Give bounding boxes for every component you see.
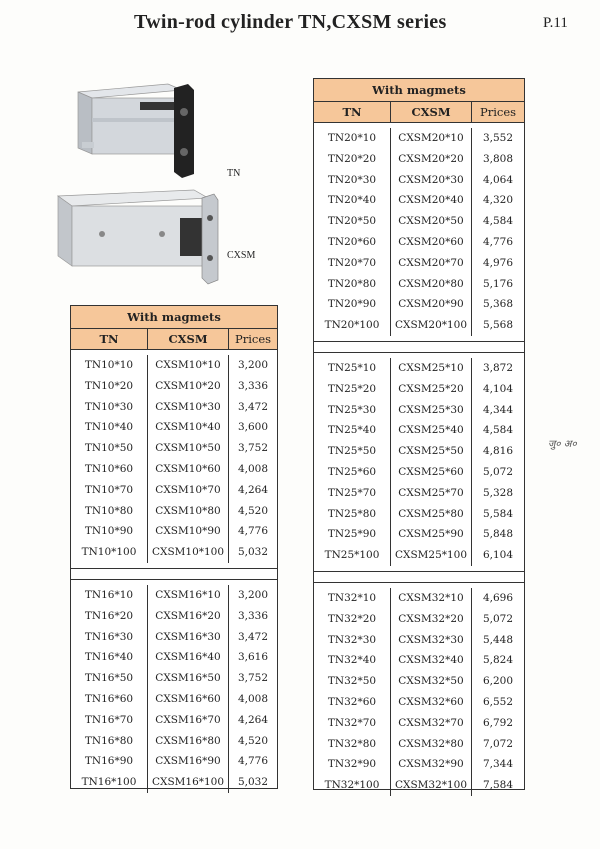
price-cell: 3,200 <box>237 588 269 601</box>
table-row <box>314 232 524 253</box>
cxsm-model-cell: CXSM25*100 <box>391 545 472 566</box>
bore-size-block <box>314 123 524 341</box>
table-row <box>71 459 277 480</box>
cxsm-model-cell: CXSM20*60 <box>391 232 472 253</box>
price-cell: 3,752 <box>237 442 269 455</box>
price-cell: 7,072 <box>482 737 514 750</box>
tn-model-cell: TN20*50 <box>314 211 391 232</box>
price-cell: 5,328 <box>482 486 514 499</box>
tn-model-cell: TN16*90 <box>71 751 148 772</box>
cxsm-model-cell: CXSM16*30 <box>148 627 229 648</box>
tn-model-cell: TN25*90 <box>314 524 391 545</box>
cxsm-model-cell: CXSM25*10 <box>391 358 472 379</box>
tn-model-cell: TN32*90 <box>314 754 391 775</box>
tn-model-cell: TN32*100 <box>314 775 391 796</box>
table-row <box>71 397 277 418</box>
cxsm-model-cell: CXSM16*20 <box>148 606 229 627</box>
table-row <box>314 713 524 734</box>
tn-model-cell: TN25*70 <box>314 483 391 504</box>
cxsm-model-cell: CXSM20*20 <box>391 149 472 170</box>
price-cell: 4,344 <box>482 403 514 416</box>
tn-model-cell: TN10*10 <box>71 355 148 376</box>
tn-model-cell: TN10*100 <box>71 542 148 563</box>
tn-model-cell: TN10*60 <box>71 459 148 480</box>
tn-model-cell: TN25*40 <box>314 420 391 441</box>
block-separator <box>314 571 524 583</box>
table-row <box>71 376 277 397</box>
cxsm-model-cell: CXSM16*50 <box>148 668 229 689</box>
tn-model-cell: TN20*10 <box>314 128 391 149</box>
tn-model-cell: TN25*10 <box>314 358 391 379</box>
table-row <box>71 710 277 731</box>
price-cell: 3,872 <box>482 361 514 374</box>
price-cell: 6,552 <box>482 695 514 708</box>
table-row <box>71 689 277 710</box>
table-group-title: With magmets <box>71 306 277 329</box>
table-row <box>314 483 524 504</box>
price-cell: 3,752 <box>237 672 269 685</box>
tn-model-cell: TN32*60 <box>314 692 391 713</box>
table-row <box>314 671 524 692</box>
tn-model-cell: TN16*50 <box>71 668 148 689</box>
cxsm-model-cell: CXSM20*100 <box>391 315 472 336</box>
cxsm-model-cell: CXSM32*60 <box>391 692 472 713</box>
cxsm-model-cell: CXSM32*80 <box>391 734 472 755</box>
column-header-cxsm: CXSM <box>148 329 229 349</box>
cxsm-model-cell: CXSM32*70 <box>391 713 472 734</box>
price-cell: 4,976 <box>482 256 514 269</box>
table-row <box>71 772 277 793</box>
table-row <box>314 692 524 713</box>
table-row <box>314 734 524 755</box>
cxsm-model-cell: CXSM32*30 <box>391 630 472 651</box>
cxsm-model-cell: CXSM20*40 <box>391 190 472 211</box>
tn-model-cell: TN10*20 <box>71 376 148 397</box>
tn-model-cell: TN16*100 <box>71 772 148 793</box>
price-cell: 3,336 <box>237 379 269 392</box>
tn-model-cell: TN20*90 <box>314 294 391 315</box>
tn-model-cell: TN20*30 <box>314 170 391 191</box>
tn-model-cell: TN25*50 <box>314 441 391 462</box>
cxsm-model-cell: CXSM25*60 <box>391 462 472 483</box>
tn-model-cell: TN25*30 <box>314 400 391 421</box>
table-row <box>71 585 277 606</box>
bore-size-block <box>71 350 277 568</box>
cxsm-model-cell: CXSM32*20 <box>391 609 472 630</box>
cxsm-model-cell: CXSM20*70 <box>391 253 472 274</box>
cxsm-model-cell: CXSM20*30 <box>391 170 472 191</box>
column-header-cxsm: CXSM <box>391 102 472 122</box>
table-row <box>71 627 277 648</box>
tn-model-cell: TN32*30 <box>314 630 391 651</box>
block-separator <box>71 568 277 580</box>
tn-model-cell: TN10*80 <box>71 501 148 522</box>
page-title: Twin-rod cylinder TN,CXSM series <box>134 11 447 33</box>
table-row <box>71 417 277 438</box>
price-cell: 3,472 <box>237 630 269 643</box>
table-row <box>314 420 524 441</box>
table-row <box>71 438 277 459</box>
price-cell: 4,520 <box>237 504 269 517</box>
table-row <box>314 190 524 211</box>
tn-model-cell: TN20*70 <box>314 253 391 274</box>
price-cell: 4,584 <box>482 424 514 437</box>
price-cell: 4,584 <box>482 215 514 228</box>
cxsm-model-cell: CXSM25*90 <box>391 524 472 545</box>
tn-model-cell: TN25*80 <box>314 504 391 525</box>
bore-size-block <box>71 580 277 798</box>
price-cell: 7,344 <box>482 758 514 771</box>
table-row <box>314 504 524 525</box>
table-row <box>314 253 524 274</box>
table-row <box>314 358 524 379</box>
cxsm-model-cell: CXSM20*50 <box>391 211 472 232</box>
price-cell: 5,176 <box>482 277 514 290</box>
table-row <box>71 668 277 689</box>
table-row <box>314 775 524 796</box>
table-row <box>314 545 524 566</box>
price-cell: 3,472 <box>237 400 269 413</box>
tn-model-cell: TN16*40 <box>71 647 148 668</box>
cxsm-model-cell: CXSM10*60 <box>148 459 229 480</box>
table-row <box>71 501 277 522</box>
price-cell: 3,336 <box>237 609 269 622</box>
price-cell: 4,064 <box>482 173 514 186</box>
tn-model-cell: TN20*40 <box>314 190 391 211</box>
tn-model-cell: TN10*70 <box>71 480 148 501</box>
cxsm-model-cell: CXSM10*10 <box>148 355 229 376</box>
tn-model-cell: TN32*80 <box>314 734 391 755</box>
price-cell: 5,072 <box>482 465 514 478</box>
table-row <box>314 609 524 630</box>
price-cell: 4,696 <box>482 591 514 604</box>
table-row <box>314 524 524 545</box>
cxsm-model-cell: CXSM25*70 <box>391 483 472 504</box>
price-cell: 5,368 <box>482 298 514 311</box>
cxsm-model-cell: CXSM10*100 <box>148 542 229 563</box>
price-cell: 7,584 <box>482 779 514 792</box>
price-cell: 4,104 <box>482 382 514 395</box>
cxsm-model-cell: CXSM20*90 <box>391 294 472 315</box>
cxsm-model-cell: CXSM20*80 <box>391 274 472 295</box>
cxsm-caption: CXSM <box>227 250 256 261</box>
cxsm-model-cell: CXSM20*10 <box>391 128 472 149</box>
price-table-small-bore <box>70 305 278 789</box>
cxsm-model-cell: CXSM16*100 <box>148 772 229 793</box>
handwritten-note: जु० अ० <box>548 439 577 450</box>
price-cell: 4,816 <box>482 445 514 458</box>
tn-model-cell: TN16*80 <box>71 731 148 752</box>
table-row <box>71 521 277 542</box>
tn-model-cell: TN20*60 <box>314 232 391 253</box>
table-group-title: With magmets <box>314 79 524 102</box>
cxsm-model-cell: CXSM10*20 <box>148 376 229 397</box>
price-cell: 5,072 <box>482 612 514 625</box>
cxsm-model-cell: CXSM16*80 <box>148 731 229 752</box>
price-cell: 3,552 <box>482 132 514 144</box>
table-row <box>314 650 524 671</box>
price-cell: 4,776 <box>237 755 269 768</box>
table-row <box>71 480 277 501</box>
tn-model-cell: TN16*70 <box>71 710 148 731</box>
tn-model-cell: TN10*30 <box>71 397 148 418</box>
cxsm-cylinder-illustration <box>52 188 222 288</box>
tn-model-cell: TN25*20 <box>314 379 391 400</box>
tn-model-cell: TN25*60 <box>314 462 391 483</box>
cxsm-model-cell: CXSM25*30 <box>391 400 472 421</box>
tn-model-cell: TN16*60 <box>71 689 148 710</box>
price-cell: 6,200 <box>482 675 514 688</box>
price-cell: 3,808 <box>482 152 514 165</box>
cxsm-model-cell: CXSM32*10 <box>391 588 472 609</box>
price-cell: 4,776 <box>482 235 514 248</box>
cxsm-model-cell: CXSM10*80 <box>148 501 229 522</box>
price-cell: 5,848 <box>482 528 514 541</box>
price-cell: 5,448 <box>482 633 514 646</box>
tn-model-cell: TN20*100 <box>314 315 391 336</box>
price-table-large-bore <box>313 78 525 790</box>
cxsm-model-cell: CXSM25*50 <box>391 441 472 462</box>
table-header-row <box>314 102 524 123</box>
cxsm-model-cell: CXSM16*70 <box>148 710 229 731</box>
table-row <box>314 588 524 609</box>
column-header-tn: TN <box>314 102 391 122</box>
table-row <box>314 400 524 421</box>
cxsm-model-cell: CXSM32*90 <box>391 754 472 775</box>
price-cell: 5,032 <box>237 546 269 559</box>
price-cell: 4,264 <box>237 713 269 726</box>
price-cell: 5,568 <box>482 319 514 332</box>
cxsm-model-cell: CXSM16*10 <box>148 585 229 606</box>
price-cell: 4,008 <box>237 462 269 475</box>
table-row <box>314 315 524 336</box>
price-cell: 6,104 <box>482 549 514 562</box>
tn-cylinder-illustration <box>70 82 205 180</box>
table-row <box>314 441 524 462</box>
table-header-row <box>71 329 277 350</box>
tn-model-cell: TN32*70 <box>314 713 391 734</box>
table-row <box>71 751 277 772</box>
page-number: P.11 <box>543 15 568 31</box>
cxsm-model-cell: CXSM32*50 <box>391 671 472 692</box>
tn-model-cell: TN16*20 <box>71 606 148 627</box>
cxsm-model-cell: CXSM32*100 <box>391 775 472 796</box>
bore-size-block <box>314 583 524 801</box>
tn-model-cell: TN20*20 <box>314 149 391 170</box>
tn-model-cell: TN32*10 <box>314 588 391 609</box>
price-cell: 3,616 <box>237 651 269 664</box>
tn-model-cell: TN32*40 <box>314 650 391 671</box>
table-row <box>314 274 524 295</box>
cxsm-model-cell: CXSM10*70 <box>148 480 229 501</box>
price-cell: 4,264 <box>237 483 269 496</box>
price-cell: 4,776 <box>237 525 269 538</box>
table-row <box>314 128 524 149</box>
table-row <box>314 754 524 775</box>
cxsm-model-cell: CXSM16*40 <box>148 647 229 668</box>
cxsm-model-cell: CXSM10*50 <box>148 438 229 459</box>
table-row <box>314 211 524 232</box>
tn-model-cell: TN10*90 <box>71 521 148 542</box>
tn-model-cell: TN10*40 <box>71 417 148 438</box>
table-row <box>71 647 277 668</box>
table-row <box>71 606 277 627</box>
tn-model-cell: TN32*20 <box>314 609 391 630</box>
column-header-prices: Prices <box>234 332 272 346</box>
cxsm-model-cell: CXSM10*30 <box>148 397 229 418</box>
cxsm-model-cell: CXSM10*40 <box>148 417 229 438</box>
price-cell: 5,824 <box>482 654 514 667</box>
table-row <box>314 170 524 191</box>
table-row <box>71 731 277 752</box>
cxsm-model-cell: CXSM25*40 <box>391 420 472 441</box>
tn-model-cell: TN25*100 <box>314 545 391 566</box>
tn-caption: TN <box>227 168 241 179</box>
table-row <box>314 294 524 315</box>
cxsm-model-cell: CXSM16*90 <box>148 751 229 772</box>
cxsm-model-cell: CXSM32*40 <box>391 650 472 671</box>
table-row <box>314 379 524 400</box>
cxsm-model-cell: CXSM25*80 <box>391 504 472 525</box>
price-cell: 4,520 <box>237 734 269 747</box>
tn-model-cell: TN16*30 <box>71 627 148 648</box>
block-separator <box>314 341 524 353</box>
bore-size-block <box>314 353 524 571</box>
table-row <box>71 355 277 376</box>
table-row <box>314 630 524 651</box>
price-cell: 5,032 <box>237 776 269 789</box>
column-header-tn: TN <box>71 329 148 349</box>
price-cell: 4,320 <box>482 194 514 207</box>
table-row <box>314 149 524 170</box>
table-row <box>71 542 277 563</box>
tn-model-cell: TN32*50 <box>314 671 391 692</box>
price-cell: 6,792 <box>482 716 514 729</box>
cxsm-model-cell: CXSM25*20 <box>391 379 472 400</box>
price-cell: 3,600 <box>237 421 269 434</box>
price-cell: 4,008 <box>237 692 269 705</box>
cxsm-model-cell: CXSM10*90 <box>148 521 229 542</box>
tn-model-cell: TN20*80 <box>314 274 391 295</box>
column-header-prices: Prices <box>479 105 517 119</box>
price-cell: 5,584 <box>482 507 514 520</box>
tn-model-cell: TN16*10 <box>71 585 148 606</box>
tn-model-cell: TN10*50 <box>71 438 148 459</box>
price-cell: 3,200 <box>237 359 269 371</box>
table-row <box>314 462 524 483</box>
cxsm-model-cell: CXSM16*60 <box>148 689 229 710</box>
